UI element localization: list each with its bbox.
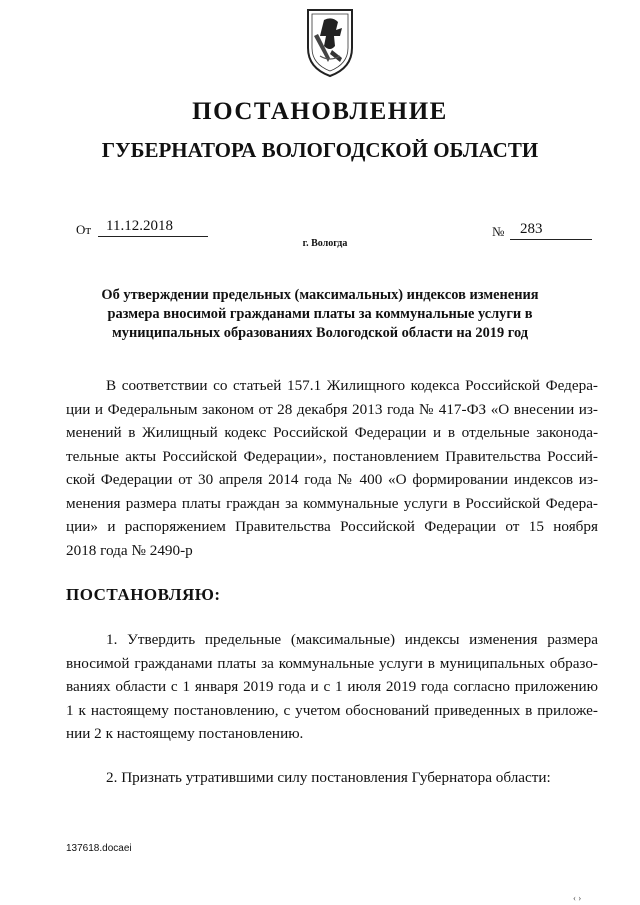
subject-line: муниципальных образованиях Вологодской области на 2019 год: [111, 325, 529, 341]
paragraph-line: 2018 года № 2490-р: [66, 541, 193, 559]
paragraph-line: 2. Признать утратившими силу постановления Губернатора области:: [106, 769, 551, 786]
paragraph-line: вносимой гражданами платы за коммунальные услуги в муниципальных образо-: [66, 654, 598, 672]
document-subject: [60, 286, 580, 343]
coat-of-arms-emblem: [302, 6, 358, 80]
item-1-paragraph: [66, 628, 598, 746]
subject-line: размера вносимой гражданами платы за коммунальные услуги в: [107, 306, 533, 322]
paragraph-line: ции и Федеральным законом от 28 декабря 2013 года № 417-ФЗ «О внесении из-: [66, 400, 598, 418]
paragraph-line: 1. Утвердить предельные (максимальные) индексы изменения размера: [106, 631, 598, 648]
number-prefix: №: [492, 224, 505, 239]
paragraph-line: менений в Жилищный кодекс Российской Федерации и в отдельные законода-: [66, 424, 598, 441]
paragraph-line: менения размера платы граждан за коммунальные услуги в Российской Федера-: [66, 494, 598, 512]
subject-line: Об утверждении предельных (максимальных) индексов изменения: [101, 287, 539, 303]
paragraph-line: 1 к настоящему постановлению, с учетом обоснований приведенных в приложе-: [66, 701, 598, 719]
date-prefix: От: [76, 222, 92, 237]
paragraph-line: ваниях области с 1 января 2019 года и с 1 июля 2019 года согласно приложению: [66, 678, 598, 695]
item-2-paragraph: [66, 766, 598, 790]
resolve-heading: ПОСТАНОВЛЯЮ:: [66, 585, 221, 604]
city-label: г. Вологда: [302, 238, 348, 249]
page-mark: ‹ ›: [573, 893, 582, 903]
paragraph-line: ской Федерации от 30 апреля 2014 года № 400 «О формировании индексов из-: [66, 471, 598, 488]
paragraph-line: В соответствии со статьей 157.1 Жилищного кодекса Российской Федера-: [106, 377, 598, 394]
file-id: 137618.docaei: [66, 843, 132, 854]
document-number: 283: [510, 219, 592, 240]
paragraph-line: тельные акты Российской Федерации», постановлением Правительства Россий-: [66, 447, 598, 465]
preamble-paragraph: [66, 374, 598, 562]
paragraph-line: ции» и распоряжением Правительства Российской Федерации от 15 ноября: [66, 518, 598, 535]
paragraph-line: нии 2 к настоящему постановлению.: [66, 725, 304, 742]
document-issuer: ГУБЕРНАТОРА ВОЛОГОДСКОЙ ОБЛАСТИ: [101, 138, 539, 162]
document-date: 11.12.2018: [98, 216, 208, 237]
document-title: ПОСТАНОВЛЕНИЕ: [192, 98, 448, 125]
